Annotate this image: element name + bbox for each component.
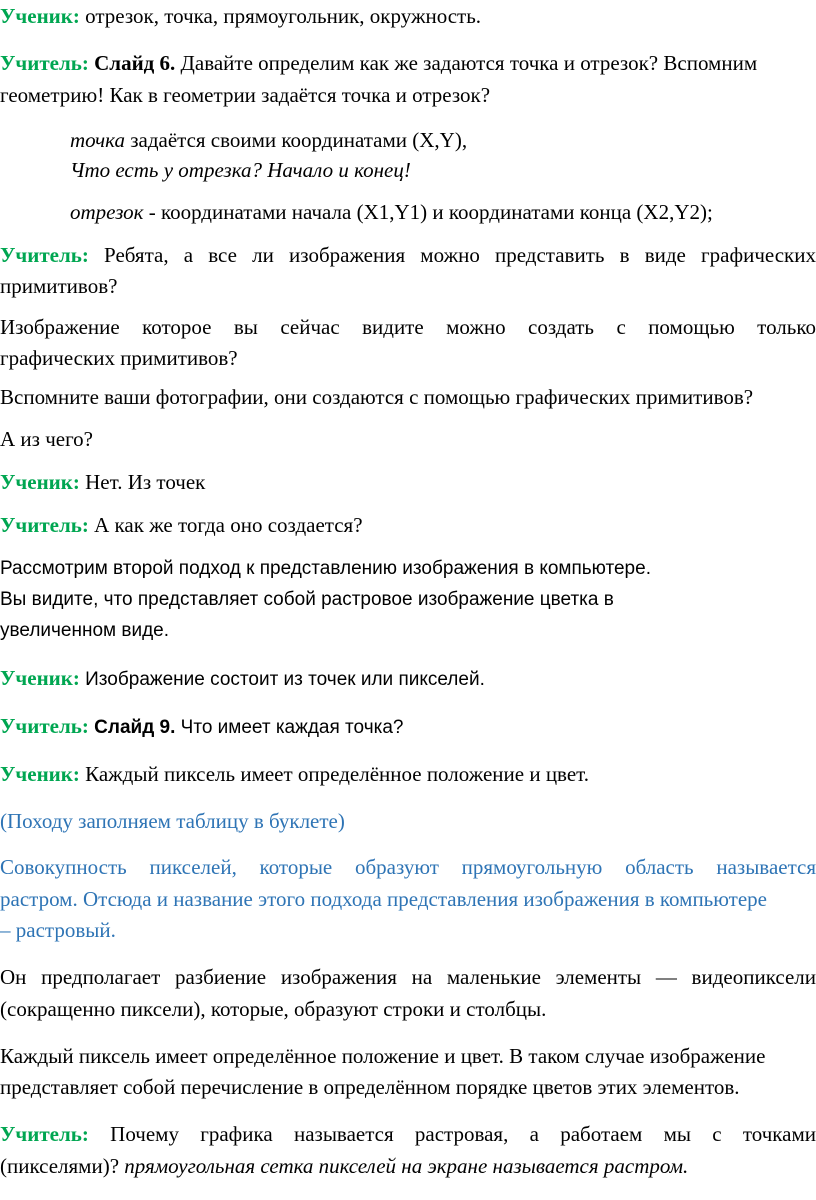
line-text: (сокращенно пиксели), которые, образуют строки и столбцы.	[0, 997, 547, 1021]
dialogue-line	[0, 239, 816, 271]
text-line	[0, 270, 117, 302]
line-text: Изображение которое вы сейчас видите можно создать с помощью только	[0, 315, 816, 339]
speaker-label: Ученик:	[0, 470, 80, 494]
text-line	[0, 381, 753, 413]
text-line	[0, 342, 238, 374]
line-text: (пикселями)?	[0, 1154, 120, 1178]
line-text: увеличенном виде.	[0, 620, 170, 641]
text-line	[0, 553, 651, 585]
line-text: Каждый пиксель имеет определённое положение и цвет.	[79, 762, 590, 786]
text-line	[70, 124, 467, 156]
slide-label: Слайд 6.	[88, 51, 176, 75]
text-line	[70, 196, 713, 228]
dialogue-line	[0, 710, 403, 744]
line-text: растром. Отсюда и название этого подхода представления изображения в компьютере	[0, 887, 767, 911]
text-line	[0, 993, 546, 1025]
text-line	[0, 79, 490, 111]
text-line	[70, 154, 411, 186]
speaker-label: Учитель:	[0, 513, 89, 537]
line-text: графических примитивов?	[0, 346, 238, 370]
speaker-label: Учитель:	[0, 1122, 89, 1146]
line-text: Он предполагает разбиение изображения на маленькие элементы — видеопиксели	[0, 965, 816, 989]
dialogue-line	[0, 47, 757, 79]
line-text: задаётся своими координатами (X,Y),	[124, 128, 468, 152]
line-text: Вспомните ваши фотографии, они создаются с помощью графических примитивов?	[0, 385, 754, 409]
line-text: Каждый пиксель имеет определённое положение и цвет. В таком случае изображение	[0, 1044, 766, 1068]
line-text: – растровый.	[0, 918, 116, 942]
line-text: А из чего?	[0, 427, 93, 451]
note-line	[0, 851, 816, 883]
line-text: примитивов?	[0, 274, 118, 298]
text-line	[0, 311, 816, 343]
line-text: представляет собой перечисление в определённом порядке цветов этих элементов.	[0, 1075, 740, 1099]
speaker-label: Учитель:	[0, 714, 89, 738]
dialogue-line	[0, 509, 363, 541]
line-text: Почему графика называется растровая, а работаем мы с точками	[88, 1122, 816, 1146]
text-line	[0, 1040, 765, 1072]
line-text: А как же тогда оно создается?	[88, 513, 363, 537]
line-text: Совокупность пикселей, которые образуют прямоугольную область называется	[0, 855, 816, 879]
line-text: Изображение состоит из точек или пикселей.	[79, 669, 485, 690]
slide-label: Слайд 9.	[88, 717, 176, 738]
dialogue-line	[0, 662, 485, 696]
note-line	[0, 914, 116, 946]
line-text: Рассмотрим второй подход к представлению изображения в компьютере.	[0, 558, 651, 579]
speaker-label: Ученик:	[0, 666, 80, 690]
line-text: Что имеет каждая точка?	[175, 717, 404, 738]
note-line	[0, 883, 767, 915]
dialogue-line	[0, 758, 589, 790]
speaker-label: Учитель:	[0, 51, 89, 75]
line-text: - координатами начала (X1,Y1) и координатами конца (X2,Y2);	[143, 200, 713, 224]
line-text: Вы видите, что представляет собой растровое изображение цветка в	[0, 589, 614, 610]
dialogue-line	[0, 1118, 816, 1150]
line-text: (Походу заполняем таблицу в буклете)	[0, 809, 345, 833]
text-line	[0, 1071, 740, 1103]
term-italic: точка	[70, 128, 125, 152]
speaker-label: Учитель:	[0, 243, 89, 267]
text-line	[0, 1150, 688, 1182]
line-text: Давайте определим как же задаются точка и отрезок? Вспомним	[175, 51, 758, 75]
line-text: Нет. Из точек	[79, 470, 206, 494]
line-italic: Что есть у отрезка? Начало и конец!	[70, 158, 411, 182]
text-line	[0, 584, 614, 616]
line-text: Ребята, а все ли изображения можно представить в виде графических	[88, 243, 816, 267]
speaker-label: Ученик:	[0, 762, 80, 786]
term-italic: отрезок	[70, 200, 144, 224]
note-line	[0, 805, 345, 837]
text-line	[0, 615, 169, 647]
text-line	[0, 961, 816, 993]
dialogue-line	[0, 0, 481, 32]
speaker-label: Ученик:	[0, 4, 80, 28]
line-text: геометрию! Как в геометрии задаётся точка и отрезок?	[0, 83, 491, 107]
text-line	[0, 423, 93, 455]
line-text: отрезок, точка, прямоугольник, окружность.	[79, 4, 482, 28]
line-italic: прямоугольная сетка пикселей на экране называется растром.	[119, 1154, 689, 1178]
dialogue-line	[0, 466, 205, 498]
